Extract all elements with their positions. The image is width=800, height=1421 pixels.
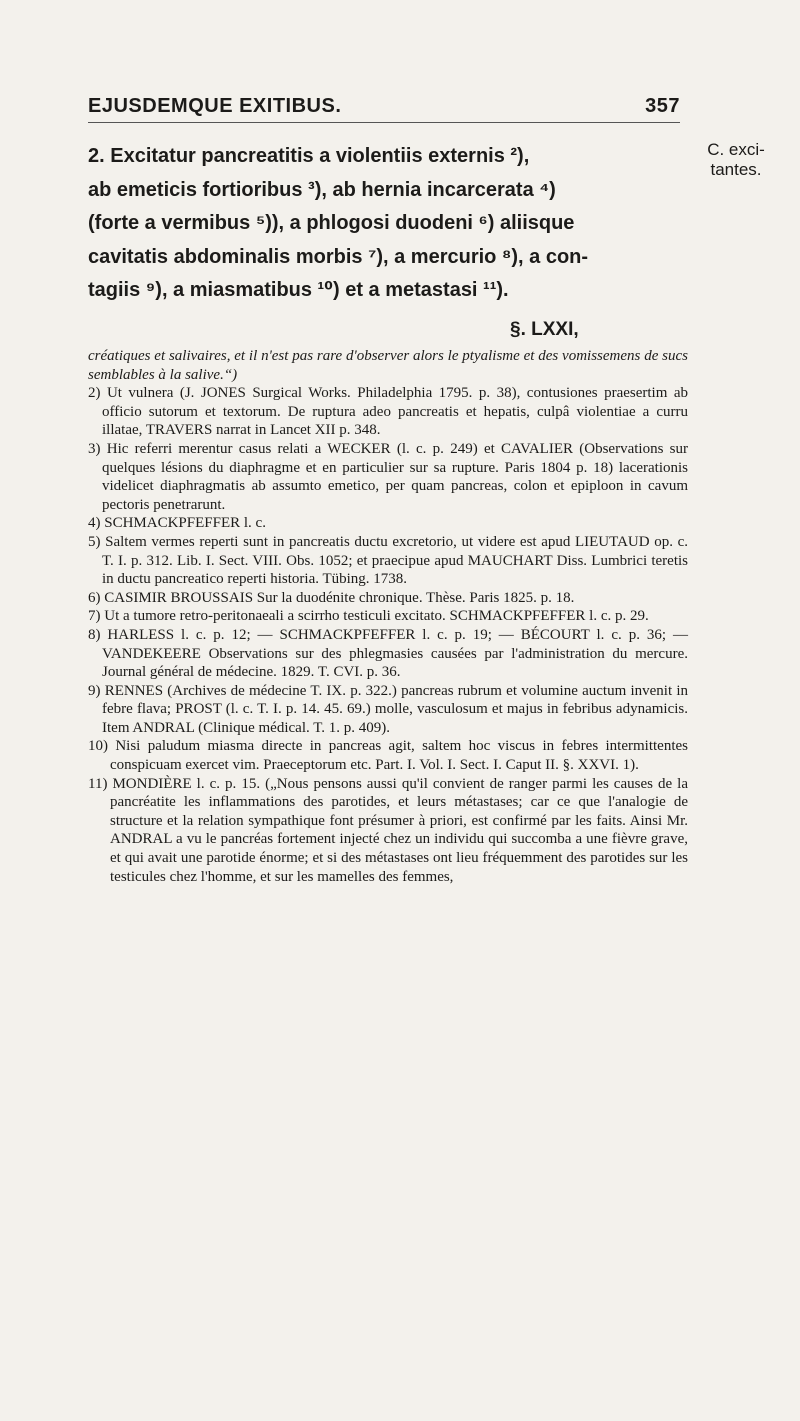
footnote-2: 2) Ut vulnera (J. JONES Surgical Works. Philadelphia 1795. p. 38), contusiones praesertim ab officio sutorum et textorum. De ruptura adeo pancreatis et hepatis, culpâ violentiae a curru illatae, TRAVERS narrat in Lancet XII p. 348.	[88, 385, 688, 439]
page-number: 357	[645, 95, 680, 117]
footnotes	[88, 347, 688, 886]
paragraph-line: cavitatis abdominalis morbis ⁷), a mercurio ⁸), a con-	[88, 245, 589, 268]
paragraph-line: ab emeticis fortioribus ³), ab hernia incarcerata ⁴)	[88, 178, 556, 201]
paragraph-line: (forte a vermibus ⁵)), a phlogosi duodeni ⁶) aliisque	[88, 212, 575, 234]
footnote-8: 8) HARLESS l. c. p. 12; — SCHMACKPFEFFER l. c. p. 19; — BÉCOURT l. c. p. 36; — VANDEKEERE Observations sur des phlegmasies causées par l'administration du mercure. Journal général de médecine. 1829. T. CVI. p. 36.	[88, 626, 688, 681]
margin-note: C. exci-tantes.	[707, 140, 765, 179]
footnote-4: 4) SCHMACKPFEFFER l. c.	[88, 515, 266, 532]
footnote-11: 11) MONDIÈRE l. c. p. 15. („Nous pensons aussi qu'il convient de ranger parmi les causes de la pancréatite les inflammations des parotides, et leurs métastases; car ce que l'analogie de structure et la relation sympathique font présumer à priori, est confirmé par les faits. Ainsi Mr. ANDRAL a vu le pancréas fortement injecté chez un individu qui succomba a une fièvre grave, et qui avait une parotide énorme; et si des métastases ont lieu fréquemment des parotides sur les testicules chez l'homme, et sur les mamelles des femmes,	[88, 775, 688, 885]
footnote-10: 10) Nisi paludum miasma directe in pancreas agit, saltem hoc viscus in febres intermittentes conspicuam exercet vim. Praeceptorum etc. Part. I. Vol. I. Sect. I. Caput II. §. XXVI. 1).	[88, 738, 688, 774]
footnote-6: 6) CASIMIR BROUSSAIS Sur la duodénite chronique. Thèse. Paris 1825. p. 18.	[88, 589, 575, 606]
section-heading: §. LXXI,	[510, 319, 579, 340]
main-paragraph	[88, 140, 680, 308]
footnote-5: 5) Saltem vermes reperti sunt in pancreatis ductu excretorio, ut videre est apud LIEUTAUD op. c. T. I. p. 312. Lib. I. Sect. VIII. Obs. 1052; et praecipue apud MAUCHART Diss. Lumbrici teretis in ductu pancreatico reperti historia. Tübing. 1738.	[88, 533, 688, 588]
footnote-continuation: créatiques et salivaires, et il n'est pas rare d'observer alors le ptyalisme et des vomissemens de sucs semblables à la salive.“)	[88, 348, 688, 383]
running-title: EJUSDEMQUE EXITIBUS.	[88, 95, 342, 117]
paragraph-line: tagiis ⁹), a miasmatibus ¹⁰) et a metastasi ¹¹).	[88, 279, 509, 301]
footnote-9: 9) RENNES (Archives de médecine T. IX. p. 322.) pancreas rubrum et volumine auctum invenit in febre flava; PROST (l. c. T. I. p. 14. 45. 69.) molle, vasculosum et majus in febribus adynamicis. Item ANDRAL (Clinique médical. T. 1. p. 409).	[88, 682, 688, 736]
header-rule	[88, 122, 680, 123]
footnote-7: 7) Ut a tumore retro-peritonaeali a scirrho testiculi excitato. SCHMACKPFEFFER l. c. p. 29.	[88, 608, 649, 625]
paragraph-line: 2. Excitatur pancreatitis a violentiis externis ²),	[88, 145, 530, 167]
footnote-3: 3) Hic referri merentur casus relati a WECKER (l. c. p. 249) et CAVALIER (Observations sur quelques lésions du diaphragme et en particulier sur sa rupture. Paris 1804 p. 18) lacerationis videlicet diaphragmatis ab assumto emetico, per quam pancreas, colon et epiploon in cavum pectoris penetrarunt.	[88, 440, 688, 513]
